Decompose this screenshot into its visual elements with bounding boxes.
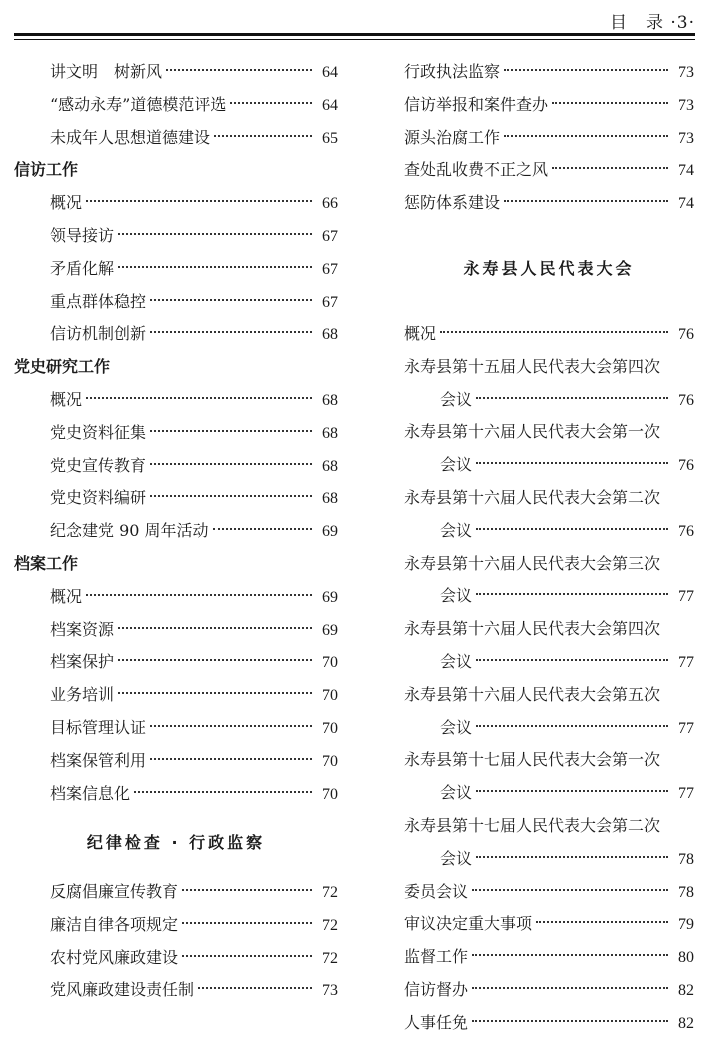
toc-page-number: 80 (678, 949, 694, 967)
toc-entry-title: 监督工作 (404, 947, 469, 967)
toc-chapter-heading: 纪律检查 · 行政监察 (86, 833, 266, 853)
toc-entry-title: 廉洁自律各项规定 (50, 914, 179, 934)
toc-entry-title: 审议决定重大事项 (404, 914, 533, 934)
toc-page-number: 66 (322, 195, 338, 213)
toc-entry-title: 党史资料编研 (50, 488, 147, 508)
toc-page-number: 76 (678, 522, 694, 540)
dot-leader (552, 167, 668, 169)
toc-entry-title: 会议 (440, 520, 473, 540)
toc-entry (14, 318, 338, 351)
toc-page-number: 73 (322, 982, 338, 1000)
toc-entry-title: 档案资源 (50, 619, 115, 639)
toc-entry-title: 会议 (440, 586, 473, 606)
dot-leader (476, 856, 668, 858)
dot-leader (476, 462, 668, 464)
toc-page-number: 78 (678, 883, 694, 901)
dot-leader (214, 135, 312, 137)
toc-page-number: 70 (322, 752, 338, 770)
dot-leader (86, 397, 312, 399)
dot-leader (440, 331, 668, 333)
dot-leader (150, 299, 312, 301)
toc-entry-title: 会议 (440, 389, 473, 409)
page-header (0, 0, 709, 44)
toc-entry-title: 农村党风廉政建设 (50, 947, 179, 967)
toc-page-number: 72 (322, 916, 338, 934)
toc-entry (14, 909, 338, 942)
dot-leader (472, 954, 668, 956)
toc-page-number: 69 (322, 621, 338, 639)
toc-entry (404, 318, 694, 351)
dot-leader (150, 495, 312, 497)
toc-page-number: 68 (322, 391, 338, 409)
toc-entry-title: 人事任免 (404, 1012, 469, 1032)
toc-entry (14, 286, 338, 319)
toc-page-number: 64 (322, 96, 338, 114)
dot-leader (504, 69, 668, 71)
toc-page-number: 69 (322, 523, 338, 541)
toc-page-number: 77 (678, 719, 694, 737)
toc-entry-title: 重点群体稳控 (50, 291, 147, 311)
toc-entry (14, 384, 338, 417)
toc-entry-title: 目标管理认证 (50, 717, 147, 737)
toc-entry-title-line: 永寿县第十六届人民代表大会第二次 (404, 487, 661, 507)
toc-entry-title: 会议 (440, 783, 473, 803)
toc-entry (14, 187, 338, 220)
dot-leader (472, 987, 668, 989)
toc-entry-title: 惩防体系建设 (404, 193, 501, 213)
toc-entry-title: 概况 (50, 586, 83, 606)
running-head: 目 录 ·3· (609, 13, 695, 33)
toc-entry-title-line: 永寿县第十六届人民代表大会第五次 (404, 684, 661, 704)
toc-entry (404, 384, 694, 417)
dot-leader (118, 627, 312, 629)
toc-page-number: 82 (678, 1014, 694, 1032)
toc-page-number: 77 (678, 785, 694, 803)
dot-leader (150, 758, 312, 760)
dot-leader (472, 1020, 668, 1022)
toc-page-number: 70 (322, 654, 338, 672)
toc-entry (404, 89, 694, 122)
dot-leader (86, 594, 312, 596)
toc-entry-title: 委员会议 (404, 881, 469, 901)
dot-leader (472, 889, 668, 891)
dot-leader (476, 397, 668, 399)
dot-leader (150, 430, 312, 432)
toc-page-number: 68 (322, 490, 338, 508)
dot-leader (552, 102, 668, 104)
toc-entry (404, 777, 694, 810)
dot-leader (134, 791, 312, 793)
toc-entry (14, 778, 338, 811)
toc-entry-title: 未成年人思想道德建设 (50, 127, 211, 147)
toc-entry-title: 会议 (440, 455, 473, 475)
toc-page-number: 68 (322, 457, 338, 475)
toc-page-number: 74 (678, 195, 694, 213)
toc-page-number: 69 (322, 588, 338, 606)
toc-chapter-heading: 永寿县人民代表大会 (463, 258, 635, 278)
toc-page-number: 65 (322, 129, 338, 147)
toc-page-number: 64 (322, 64, 338, 81)
toc-left-column (14, 56, 338, 1007)
toc-entry-title-line: 永寿县第十六届人民代表大会第三次 (404, 553, 661, 573)
toc-entry-title-line: 永寿县第十六届人民代表大会第四次 (404, 619, 661, 639)
toc-entry-title: 源头治腐工作 (404, 127, 501, 147)
toc-entry (404, 908, 694, 941)
dot-leader (476, 593, 668, 595)
dot-leader (536, 921, 668, 923)
toc-entry-title: 矛盾化解 (50, 258, 115, 278)
toc-entry-title: 查处乱收费不正之风 (404, 160, 549, 180)
dot-leader (182, 922, 312, 924)
toc-entry (14, 515, 338, 548)
toc-entry-title: 会议 (440, 717, 473, 737)
dot-leader (182, 955, 312, 957)
toc-page-number: 77 (678, 653, 694, 671)
toc-page-number: 77 (678, 588, 694, 606)
dot-leader (150, 331, 312, 333)
toc-section-heading: 党史研究工作 (14, 357, 111, 377)
toc-entry-title: 会议 (440, 848, 473, 868)
toc-page-number: 73 (678, 64, 694, 81)
toc-entry-title: 反腐倡廉宣传教育 (50, 881, 179, 901)
toc-entry-title: 党风廉政建设责任制 (50, 980, 195, 1000)
toc-page-number: 72 (322, 883, 338, 901)
toc-entry (14, 646, 338, 679)
toc-entry-title: 概况 (50, 389, 83, 409)
dot-leader (166, 69, 312, 71)
dot-leader (86, 200, 312, 202)
dot-leader (118, 692, 312, 694)
toc-page-number: 76 (678, 391, 694, 409)
dot-leader (150, 725, 312, 727)
toc-entry-title: 会议 (440, 651, 473, 671)
toc-entry-title: 概况 (404, 323, 437, 343)
dot-leader (476, 790, 668, 792)
toc-entry (404, 515, 694, 548)
dot-leader (118, 266, 312, 268)
toc-section-heading: 信访工作 (14, 160, 79, 180)
toc-entry (404, 646, 694, 679)
dot-leader (118, 659, 312, 661)
toc-entry (14, 614, 338, 647)
toc-page-number: 70 (322, 687, 338, 705)
toc-entry-title: 行政执法监察 (404, 62, 501, 81)
toc-page-number: 70 (322, 785, 338, 803)
toc-page-number: 78 (678, 850, 694, 868)
toc-entry (404, 1007, 694, 1040)
toc-entry (404, 974, 694, 1007)
toc-entry-title: 信访督办 (404, 979, 469, 999)
toc-entry-title: 领导接访 (50, 225, 115, 245)
toc-entry (404, 876, 694, 909)
toc-entry (404, 712, 694, 745)
toc-section-heading: 档案工作 (14, 553, 79, 573)
toc-page-number: 68 (322, 424, 338, 442)
toc-entry-title-line: 永寿县第十六届人民代表大会第一次 (404, 422, 661, 442)
toc-page-number: 79 (678, 916, 694, 934)
toc-entry (404, 449, 694, 482)
toc-entry-title: 档案保管利用 (50, 750, 147, 770)
toc-entry-title-line: 永寿县第十七届人民代表大会第一次 (404, 750, 661, 770)
toc-page-number: 67 (322, 293, 338, 311)
toc-entry (14, 942, 338, 975)
toc-page-number: 70 (322, 719, 338, 737)
toc-entry (404, 56, 694, 89)
toc-entry-title: 信访机制创新 (50, 324, 147, 344)
toc-entry (14, 122, 338, 155)
dot-leader (476, 659, 668, 661)
toc-entry-title: 党史宣传教育 (50, 455, 147, 475)
toc-entry (14, 679, 338, 712)
toc-entry-title: 概况 (50, 193, 83, 213)
toc-entry (14, 482, 338, 515)
toc-right-column (404, 56, 694, 1040)
dot-leader (504, 200, 668, 202)
toc-page-number: 76 (678, 457, 694, 475)
toc-entry (14, 56, 338, 89)
toc-entry (404, 941, 694, 974)
toc-entry-title: 讲文明 树新风 (50, 62, 163, 81)
dot-leader (213, 528, 312, 530)
toc-page-number: 74 (678, 162, 694, 180)
toc-page-number: 67 (322, 227, 338, 245)
toc-entry (14, 745, 338, 778)
toc-entry (14, 89, 338, 122)
toc-entry-title: 党史资料征集 (50, 422, 147, 442)
toc-entry-title-line: 永寿县第十七届人民代表大会第二次 (404, 815, 661, 835)
toc-entry (404, 154, 694, 187)
header-rule-thick (14, 33, 695, 36)
toc-page-number: 73 (678, 129, 694, 147)
toc-entry (14, 220, 338, 253)
toc-entry (14, 253, 338, 286)
dot-leader (476, 725, 668, 727)
toc-page-number: 67 (322, 260, 338, 278)
dot-leader (182, 889, 312, 891)
toc-entry-title: 业务培训 (50, 685, 115, 705)
dot-leader (504, 135, 668, 137)
toc-entry-title: 信访举报和案件查办 (404, 94, 549, 114)
toc-page-number: 72 (322, 949, 338, 967)
toc-entry (14, 876, 338, 909)
toc-page-number: 73 (678, 96, 694, 114)
toc-entry-title: 纪念建党 90 周年活动 (50, 521, 209, 541)
toc-entry-title: “感动永寿”道德模范评选 (50, 94, 227, 114)
toc-entry (404, 843, 694, 876)
dot-leader (198, 987, 312, 989)
toc-entry (14, 581, 338, 614)
toc-entry (14, 417, 338, 450)
dot-leader (476, 528, 668, 530)
toc-entry-title: 档案信息化 (50, 783, 131, 803)
toc-page-number: 82 (678, 981, 694, 999)
toc-entry (404, 122, 694, 155)
dot-leader (118, 233, 312, 235)
toc-entry (14, 712, 338, 745)
toc-page-number: 76 (678, 325, 694, 343)
toc-entry (14, 974, 338, 1007)
toc-entry (404, 580, 694, 613)
dot-leader (230, 102, 312, 104)
header-rule-thin (14, 39, 695, 40)
toc-entry-title-line: 永寿县第十五届人民代表大会第四次 (404, 356, 661, 376)
toc-entry (14, 450, 338, 483)
toc-entry-title: 档案保护 (50, 652, 115, 672)
dot-leader (150, 463, 312, 465)
toc-page-number: 68 (322, 326, 338, 344)
toc-entry (404, 187, 694, 220)
